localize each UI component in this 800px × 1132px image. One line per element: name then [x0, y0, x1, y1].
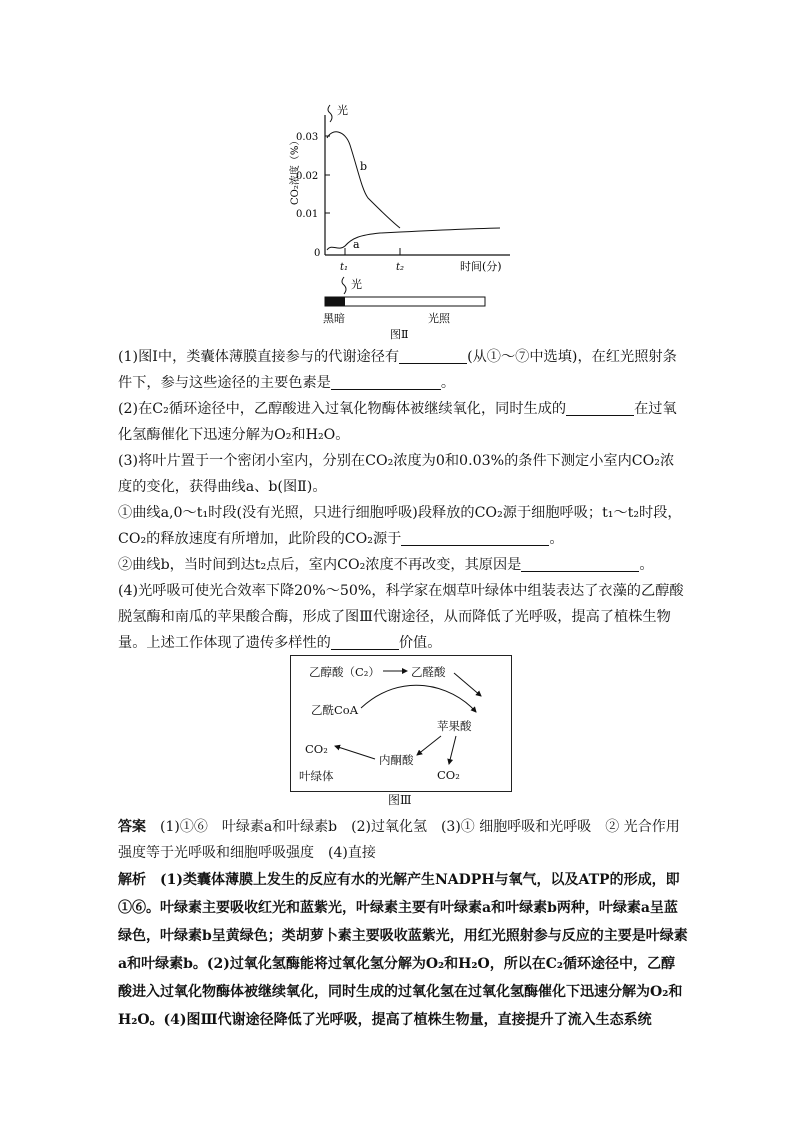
question-3-part-1: ①曲线a,0～t₁时段(没有光照，只进行细胞呼吸)段释放的CO₂源于细胞呼吸；t₁～t₂时段，CO₂的释放速度有所增加，此阶段的CO₂源于 。	[118, 505, 682, 547]
node-malate: 苹果酸	[437, 719, 472, 733]
light-squiggle-icon	[328, 105, 332, 122]
curve-b	[327, 132, 400, 228]
label-chloroplast: 叶绿体	[299, 769, 334, 783]
node-co2-bottom: CO₂	[437, 768, 460, 782]
curve-b-label: b	[360, 160, 368, 173]
blank-1b[interactable]	[331, 373, 441, 390]
x-t1: t₁	[340, 262, 349, 273]
figure-3-arrows	[291, 656, 511, 791]
y-tick-002: 0.02	[296, 171, 319, 182]
analysis-label: 解析	[118, 872, 146, 888]
figure-2-caption: 图Ⅱ	[390, 328, 409, 341]
figure-3-caption: 图Ⅲ	[388, 793, 412, 807]
figure-2	[290, 100, 520, 345]
x-axis-label: 时间(分)	[460, 260, 502, 273]
figure-3	[290, 655, 512, 792]
blank-2[interactable]	[566, 399, 634, 416]
figure-2-graph	[290, 100, 520, 345]
node-glyoxylate: 乙醛酸	[411, 665, 446, 679]
question-4: (4)光呼吸可使光合效率下降20%～50%，科学家在烟草叶绿体中组装表达了衣藻的乙醇酸脱氢酶和南瓜的苹果酸合酶，形成了图Ⅲ代谢途径，从而降低了光呼吸，提高了植株生物量。上述工作体现了遗传多样性的 价值。	[118, 583, 684, 651]
light-period-label: 光照	[428, 312, 450, 325]
node-co2-left: CO₂	[305, 742, 328, 756]
node-acetyl-coa: 乙酰CoA	[311, 703, 359, 717]
light-label-bottom: 光	[351, 278, 362, 291]
analysis-section: 解析 (1)类囊体薄膜上发生的反应有水的光解产生NADPH与氧气，以及ATP的形成，即①⑥。叶绿素主要吸收红光和蓝紫光，叶绿素主要有叶绿素a和叶绿素b两种，叶绿素a呈蓝绿色，叶绿素b呈黄绿色；类胡萝卜素主要吸收蓝紫光，用红光照射参与反应的主要是叶绿素a和叶绿素b。(2)过氧化氢酶能将过氧化氢分解为O₂和H₂O，所以在C₂循环途径中，乙醇酸进入过氧化物酶体被继续氧化，同时生成的过氧化氢在过氧化氢酶催化下迅速分解为O₂和H₂O。(4)图Ⅲ代谢途径降低了光呼吸，提高了植株生物量，直接提升了流入生态系统	[118, 872, 688, 1028]
x-t2: t₂	[396, 262, 405, 273]
node-glycolate: 乙醇酸（C₂）	[309, 665, 380, 679]
blank-1a[interactable]	[399, 347, 467, 364]
curve-a-label: a	[353, 238, 360, 251]
question-3-stem: (3)将叶片置于一个密闭小室内，分别在CO₂浓度为0和0.03%的条件下测定小室内CO₂浓度的变化，获得曲线a、b(图Ⅱ)。	[118, 453, 675, 495]
question-3	[118, 448, 688, 578]
answer-section: 答案 (1)①⑥ 叶绿素a和叶绿素b (2)过氧化氢 (3)① 细胞呼吸和光呼吸 ② 光合作用 强度等于光呼吸和细胞呼吸强度 (4)直接	[118, 819, 680, 861]
question-2: (2)在C₂循环途径中，乙醇酸进入过氧化物酶体被继续氧化，同时生成的 在过氧化氢酶催化下迅速分解为O₂和H₂O。	[118, 401, 677, 443]
dark-bar-segment	[325, 297, 345, 306]
blank-4[interactable]	[331, 633, 399, 650]
y-axis-label: CO₂浓度（%）	[290, 135, 301, 205]
dark-label: 黑暗	[323, 312, 345, 325]
light-label-top: 光	[337, 104, 348, 117]
y-tick-001: 0.01	[296, 209, 319, 220]
answer-label: 答案	[118, 819, 146, 835]
question-1: (1)图Ⅰ中，类囊体薄膜直接参与的代谢途径有 (从①～⑦中选填)，在红光照射条件下，参与这些途径的主要色素是 。	[118, 349, 677, 391]
node-pyruvate: 内酮酸	[379, 753, 414, 767]
light-bar	[325, 297, 485, 306]
y-tick-0: 0	[314, 248, 321, 259]
blank-3b[interactable]	[521, 555, 639, 572]
y-tick-003: 0.03	[296, 132, 319, 143]
question-3-part-2: ②曲线b，当时间到达t₂点后，室内CO₂浓度不再改变，其原因是 。	[118, 557, 654, 573]
blank-3a[interactable]	[401, 529, 549, 546]
light-squiggle-bottom-icon	[342, 277, 346, 294]
